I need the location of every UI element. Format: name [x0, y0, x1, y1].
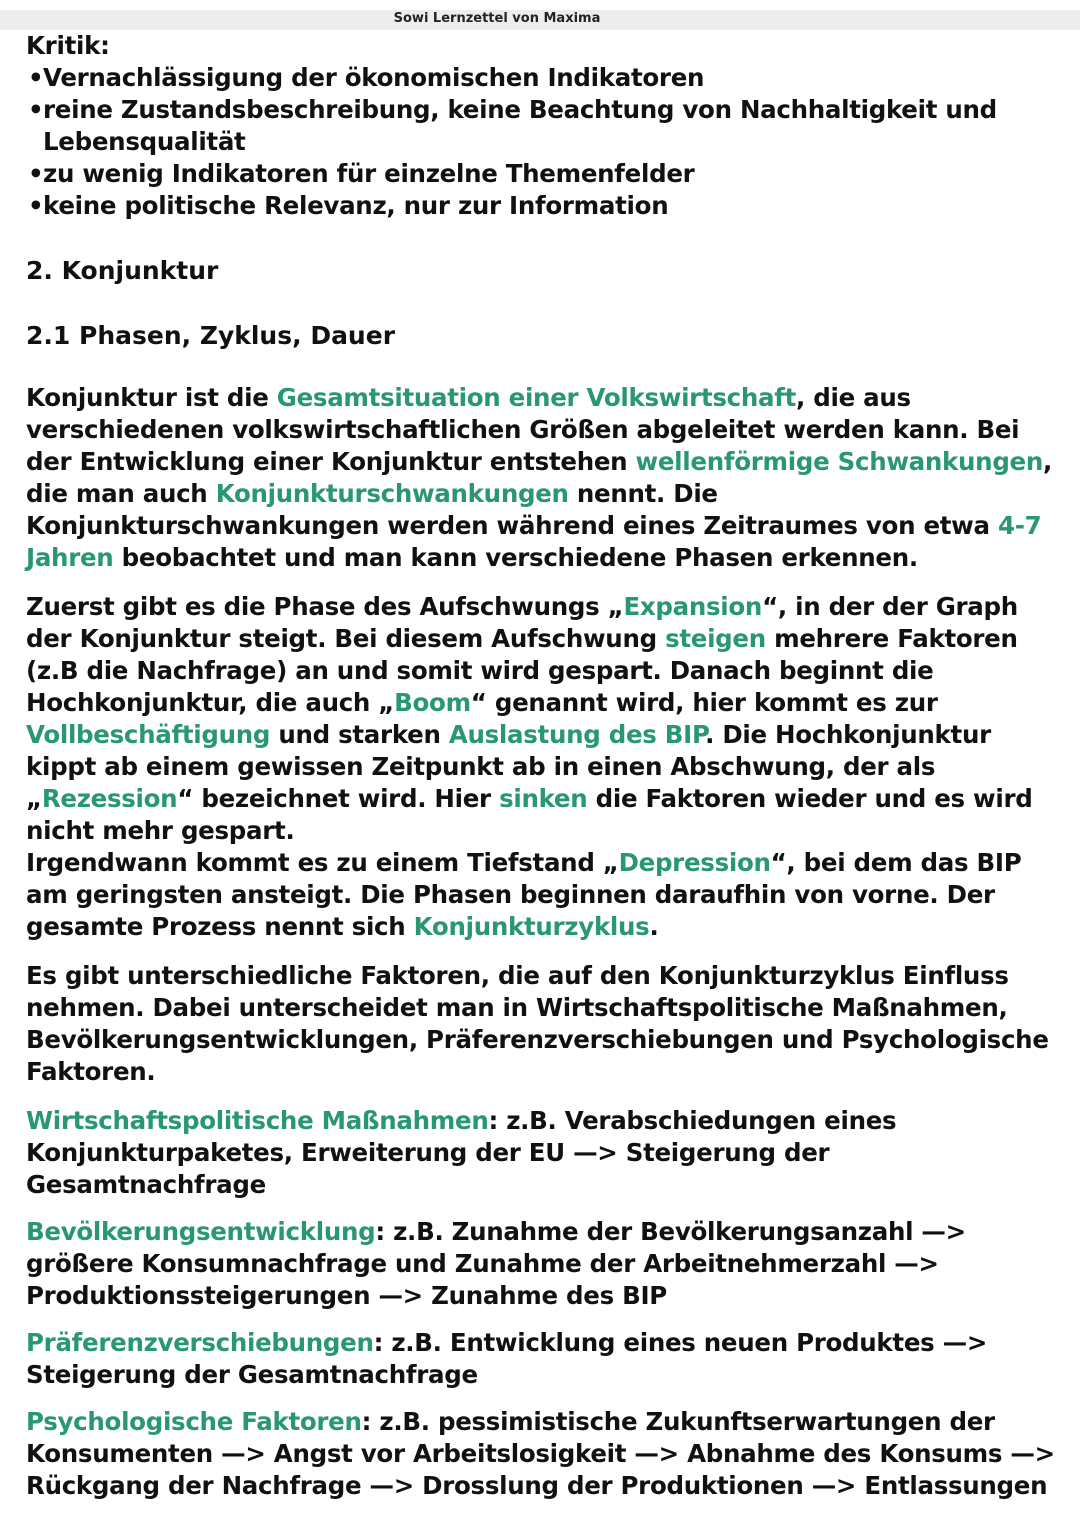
highlight-term: sinken	[499, 784, 588, 813]
highlight-term: Boom	[394, 688, 471, 717]
highlight-term: wellenförmige Schwankungen	[635, 447, 1044, 476]
section-title: 2. Konjunktur	[26, 256, 219, 285]
subsection-title: 2.1 Phasen, Zyklus, Dauer	[26, 321, 396, 350]
highlight-term: Rezession	[41, 784, 178, 813]
kritik-item: • Vernachlässigung der ökonomischen Indikatoren	[28, 63, 705, 92]
highlight-term: Gesamtsituation einer Volkswirtschaft	[276, 383, 797, 412]
bullet-icon: •	[28, 95, 44, 124]
factor-term: Wirtschaftspolitische Maßnahmen	[26, 1106, 489, 1135]
factor-term: Psychologische Faktoren	[26, 1407, 362, 1436]
factor-preferences: Präferenzverschiebungen: z.B. Entwicklung eines neuen Produktes —> Steigerung der Gesamtnachfrage	[26, 1328, 988, 1389]
factor-population: Bevölkerungsentwicklung: z.B. Zunahme der Bevölkerungsanzahl —> größere Konsumnachfrage und Zunahme der Arbeitnehmerzahl —> Produktionssteigerungen —> Zunahme des BIP	[26, 1217, 966, 1310]
paragraph-factors-intro: Es gibt unterschiedliche Faktoren, die auf den Konjunkturzyklus Einfluss nehmen. Dabei unterscheidet man in Wirtschaftspolitische Maßnahmen, Bevölkerungsentwicklungen, Präferenzverschiebungen und Psychologische Faktoren.	[26, 961, 1049, 1086]
highlight-term: Expansion	[623, 592, 763, 621]
kritik-title: Kritik:	[26, 31, 110, 60]
factor-psychological: Psychologische Faktoren: z.B. pessimistische Zukunftserwartungen der Konsumenten —> Angst vor Arbeitslosigkeit —> Abnahme des Konsums —> Rückgang der Nachfrage —> Drosslung der Produktionen —> Entlassungen	[26, 1407, 1055, 1500]
highlight-term: Auslastung des BIP	[448, 720, 706, 749]
bullet-icon: •	[28, 191, 44, 220]
paragraph-phases: Zuerst gibt es die Phase des Aufschwungs „Expansion“, in der der Graph der Konjunktur steigt. Bei diesem Aufschwung steigen mehrere Faktoren (z.B die Nachfrage) an und somit wird gespart. Danach beginnt die Hochkonjunktur, die auch „Boom“ genannt wird, hier kommt es zur Vollbeschäftigung und starken Auslastung des BIP. Die Hochkonjunktur kippt ab einem gewissen Zeitpunkt ab in einen Abschwung, der als „Rezession“ bezeichnet wird. Hier sinken die Faktoren wieder und es wird nicht mehr gespart. Irgendwann kommt es zu einem Tiefstand „Depression“, bei dem das BIP am geringsten ansteigt. Die Phasen beginnen daraufhin von vorne. Der gesamte Prozess nennt sich Konjunkturzyklus.	[26, 592, 1033, 941]
highlight-term: Depression	[618, 848, 771, 877]
document-body	[26, 30, 1066, 1502]
highlight-term: steigen	[665, 624, 766, 653]
kritik-item: • zu wenig Indikatoren für einzelne Themenfelder	[28, 159, 695, 188]
highlight-term: Konjunkturschwankungen	[215, 479, 569, 508]
factor-term: Bevölkerungsentwicklung	[26, 1217, 376, 1246]
paragraph-definition: Konjunktur ist die Gesamtsituation einer Volkswirtschaft, die aus verschiedenen volkswirtschaftlichen Größen abgeleitet werden kann. Bei der Entwicklung einer Konjunktur entstehen wellenförmige Schwankungen, die man auch Konjunkturschwankungen nennt. Die Konjunkturschwankungen werden während eines Zeitraumes von etwa 4-7 Jahren beobachtet und man kann verschiedene Phasen erkennen.	[26, 383, 1053, 572]
factor-economic-policy: Wirtschaftspolitische Maßnahmen: z.B. Verabschiedungen eines Konjunkturpaketes, Erweiterung der EU —> Steigerung der Gesamtnachfrage	[26, 1106, 897, 1199]
kritik-item: • reine Zustandsbeschreibung, keine Beachtung von Nachhaltigkeit und Lebensqualität	[28, 95, 997, 156]
bullet-icon: •	[28, 63, 44, 92]
document-header: Sowi Lernzettel von Maxima	[393, 11, 601, 26]
bullet-icon: •	[28, 159, 44, 188]
factor-term: Präferenzverschiebungen	[26, 1328, 374, 1357]
kritik-item: • keine politische Relevanz, nur zur Information	[28, 191, 669, 220]
kritik-list	[26, 62, 1066, 222]
highlight-term: Vollbeschäftigung	[26, 720, 271, 749]
highlight-term: Konjunkturzyklus	[413, 912, 650, 941]
highlight-term: 4-7 Jahren	[26, 511, 1042, 572]
